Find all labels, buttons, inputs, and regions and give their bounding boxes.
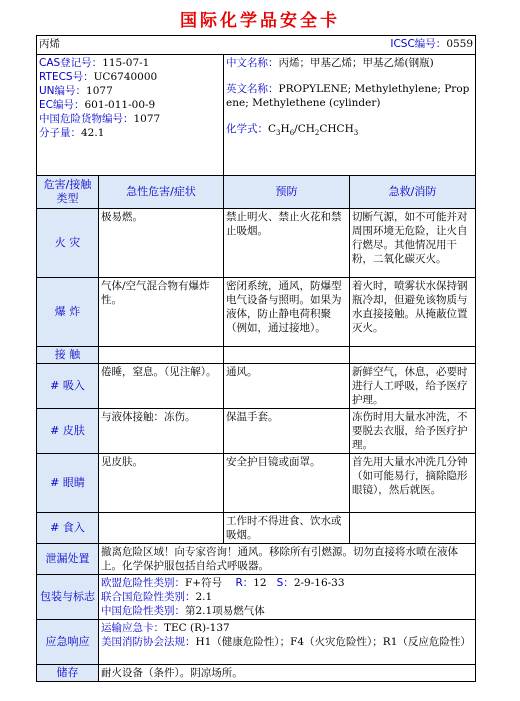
hazard-row-ingestion <box>37 513 476 544</box>
chemical-name: 丙烯 <box>39 38 60 50</box>
acute-fire: 极易燃。 <box>99 209 224 278</box>
packaging-label: 包装与标志 <box>37 575 99 620</box>
ec-number: EC编号：601-011-00-9 <box>39 99 156 111</box>
prevention-fire: 禁止明火、禁止火花和禁止吸烟。 <box>224 209 350 278</box>
hazard-row-fire <box>37 209 476 278</box>
acute-explosion: 气体/空气混合物有爆炸性。 <box>99 278 224 347</box>
storage-row <box>37 665 476 682</box>
row-label-inhalation: # 吸入 <box>37 364 99 409</box>
storage-text: 耐火设备（条件）。阴凉场所。 <box>99 665 476 682</box>
first-aid-skin: 冻伤时用大量水冲洗，不要脱去衣服，给予医疗护理。 <box>350 409 476 454</box>
un-number: UN编号：1077 <box>39 85 113 97</box>
header-type: 危害/接触类型 <box>37 176 99 209</box>
header-row <box>37 176 476 209</box>
storage-label: 储存 <box>37 665 99 682</box>
emergency-label: 应急响应 <box>37 620 99 665</box>
hazard-row-eyes <box>37 454 476 513</box>
cas-number: CAS登记号：115-07-1 <box>39 57 150 69</box>
packaging-row <box>37 575 476 620</box>
first-aid-eyes: 首先用大量水冲洗几分钟（如可能易行，摘除隐形眼镜），然后就医。 <box>350 454 476 513</box>
first-aid-inhalation: 新鲜空气，休息，必要时进行人工呼吸，给予医疗护理。 <box>350 364 476 409</box>
acute-eyes: 见皮肤。 <box>99 454 224 513</box>
spill-label: 泄漏处置 <box>37 544 99 575</box>
row-label-skin: # 皮肤 <box>37 409 99 454</box>
first-aid-ingestion <box>350 513 476 544</box>
spill-text: 撤离危险区域！向专家咨询！通风。移除所有引燃源。切勿直接将水喷在液体上。化学保护服包括自给式呼吸器。 <box>99 544 476 575</box>
prevention-explosion: 密闭系统，通风，防爆型电气设备与照明。如果为液体，防止静电荷积聚（例如，通过接地）。 <box>224 278 350 347</box>
safety-card-table <box>36 35 476 682</box>
hazard-row-exposure <box>37 347 476 364</box>
acute-exposure <box>99 347 224 364</box>
header-first-aid: 急救/消防 <box>350 176 476 209</box>
names-cell <box>224 55 476 176</box>
identification-row <box>37 55 476 176</box>
hazard-row-explosion <box>37 278 476 347</box>
prevention-skin: 保温手套。 <box>224 409 350 454</box>
acute-ingestion <box>99 513 224 544</box>
chemical-formula: 化学式：$C_3H_6/CH_2CHCH_3$ <box>226 123 359 138</box>
chinese-name: 中文名称：丙烯；甲基乙烯；甲基乙烯(钢瓶) <box>226 57 434 69</box>
header-prevention: 预防 <box>224 176 350 209</box>
chemical-name-row <box>37 36 476 55</box>
nfpa-code: 美国消防协会法规：H1（健康危险性）；F4（火灾危险性）；R1（反应危险性） <box>101 636 471 648</box>
row-label-fire: 火 灾 <box>37 209 99 278</box>
prevention-exposure <box>224 347 350 364</box>
first-aid-fire: 切断气源，如不可能并对周围环境无危险，让火自行燃尽。其他情况用干粉，二氧化碳灭火。 <box>350 209 476 278</box>
emergency-text <box>99 620 476 665</box>
page-title: 国际化学品安全卡 <box>180 11 340 31</box>
molecular-weight: 分子量：42.1 <box>39 127 105 139</box>
china-dangerous-goods-number: 中国危险货物编号：1077 <box>39 113 161 125</box>
transport-emergency-card: 运输应急卡：TEC (R)-137 <box>101 622 230 634</box>
header-acute: 急性危害/症状 <box>99 176 224 209</box>
hazard-row-skin <box>37 409 476 454</box>
hazard-row-inhalation <box>37 364 476 409</box>
row-label-exposure: 接 触 <box>37 347 99 364</box>
spill-row <box>37 544 476 575</box>
row-label-explosion: 爆 炸 <box>37 278 99 347</box>
un-classification: 联合国危险性类别：2.1 <box>101 591 213 603</box>
first-aid-explosion: 着火时，喷雾状水保持钢瓶冷却，但避免该物质与水直接接触。从掩蔽位置灭火。 <box>350 278 476 347</box>
packaging-text <box>99 575 476 620</box>
prevention-inhalation: 通风。 <box>224 364 350 409</box>
emergency-row <box>37 620 476 665</box>
row-label-ingestion: # 食入 <box>37 513 99 544</box>
acute-inhalation: 倦睡，窒息。（见注解）。 <box>99 364 224 409</box>
first-aid-exposure <box>350 347 476 364</box>
acute-skin: 与液体接触：冻伤。 <box>99 409 224 454</box>
prevention-ingestion: 工作时不得进食、饮水或吸烟。 <box>224 513 350 544</box>
identifiers-cell <box>37 55 224 176</box>
rtecs-number: RTECS号：UC6740000 <box>39 71 158 83</box>
icsc-number: ICSC编号：0559 <box>390 38 474 50</box>
prevention-eyes: 安全护目镜或面罩。 <box>224 454 350 513</box>
china-classification: 中国危险性类别：第2.1项易燃气体 <box>101 605 265 617</box>
row-label-eyes: # 眼睛 <box>37 454 99 513</box>
english-name: 英文名称：PROPYLENE; Methylethylene; Propene; Methylethene (cylinder) <box>226 83 470 109</box>
eu-classification: 欧盟危险性类别：F+符号 R：12 S：2-9-16-33 <box>101 577 345 589</box>
